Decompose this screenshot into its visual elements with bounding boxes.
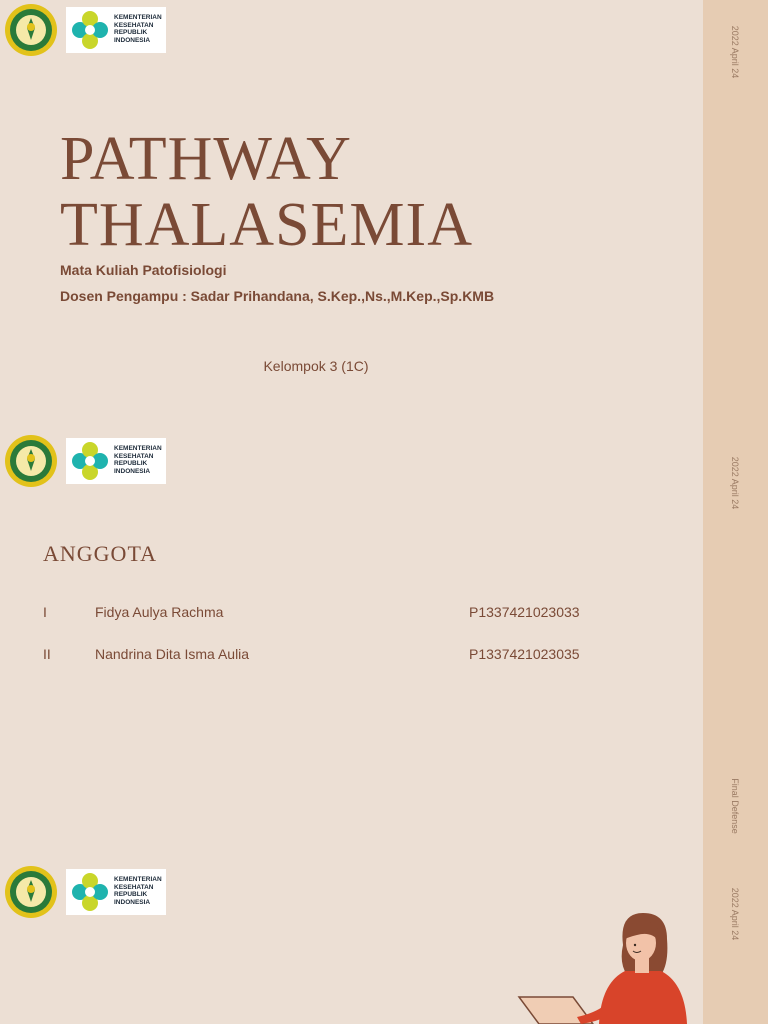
side-date-label-3: 2022 April 24 bbox=[730, 887, 740, 941]
poltekkes-seal-logo bbox=[4, 434, 58, 488]
kemenkes-text: KEMENTERIAN KESEHATAN REPUBLIK INDONESIA bbox=[114, 876, 162, 906]
side-date-label-2: 2022 April 24 bbox=[730, 456, 740, 510]
kemenkes-mark-icon bbox=[66, 438, 112, 484]
member-name: Nandrina Dita Isma Aulia bbox=[95, 646, 250, 662]
poltekkes-seal-logo bbox=[4, 865, 58, 919]
side-strip bbox=[703, 0, 768, 1024]
logo-row bbox=[4, 865, 174, 919]
lecturer-subtitle: Dosen Pengampu : Sadar Prihandana, S.Kep.,Ns.,M.Kep.,Sp.KMB bbox=[60, 288, 495, 304]
member-row bbox=[0, 604, 700, 624]
course-subtitle: Mata Kuliah Patofisiologi bbox=[60, 262, 227, 278]
woman-with-laptop-illustration bbox=[515, 905, 705, 1024]
side-final-label: Final Defense bbox=[730, 778, 740, 834]
member-name: Fidya Aulya Rachma bbox=[95, 604, 224, 620]
member-nim: P1337421023035 bbox=[469, 646, 580, 662]
kemenkes-mark-icon bbox=[66, 7, 112, 53]
page-title: PATHWAY THALASEMIA bbox=[60, 125, 473, 259]
kemenkes-text: KEMENTERIAN KESEHATAN REPUBLIK INDONESIA bbox=[114, 14, 162, 44]
member-number: I bbox=[43, 604, 47, 620]
members-heading: ANGGOTA bbox=[43, 541, 158, 566]
member-row bbox=[0, 646, 700, 666]
kemenkes-text: KEMENTERIAN KESEHATAN REPUBLIK INDONESIA bbox=[114, 445, 162, 475]
kemenkes-logo bbox=[66, 7, 166, 53]
logo-row bbox=[4, 3, 174, 57]
side-date-label-1: 2022 April 24 bbox=[730, 25, 740, 79]
member-nim: P1337421023033 bbox=[469, 604, 580, 620]
group-label: Kelompok 3 (1C) bbox=[263, 358, 369, 374]
poltekkes-seal-logo bbox=[4, 3, 58, 57]
logo-row bbox=[4, 434, 174, 488]
kemenkes-logo bbox=[66, 869, 166, 915]
kemenkes-mark-icon bbox=[66, 869, 112, 915]
member-number: II bbox=[43, 646, 51, 662]
kemenkes-logo bbox=[66, 438, 166, 484]
